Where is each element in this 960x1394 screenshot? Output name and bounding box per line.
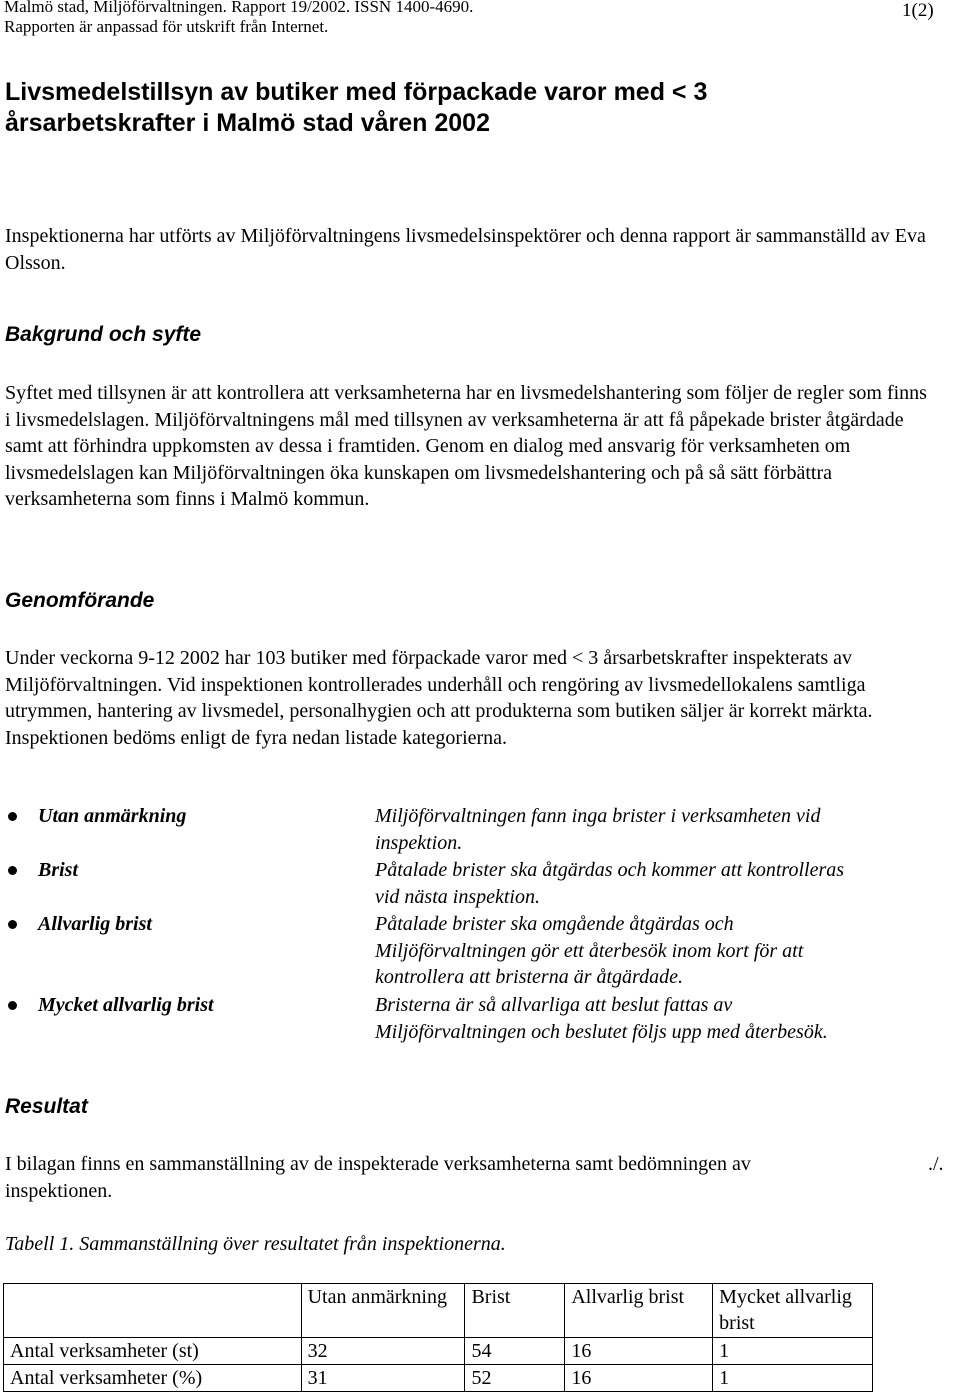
bakgrund-paragraph: Syftet med tillsynen är att kontrollera att verksamheterna har en livsmedelshantering som följer de regler som finns i livsmedelslagen. Miljöförvaltningens mål med tillsynen av verksamheterna är att få påpekade brister åtgärdade samt att förhindra uppkomsten av dessa i framtiden. Genom en dialog med ansvarig för verksamheten om livsmedelslagen kan Miljöförvaltningen öka kunskapen om livsmedelshantering och på så sätt förbättra verksamheterna som finns i Malmö kommun. — [5, 382, 927, 510]
bullet-icon — [8, 866, 17, 875]
table-cell: 31 — [301, 1365, 465, 1392]
bullet-icon — [8, 920, 17, 929]
category-term: Allvarlig brist — [38, 913, 152, 935]
table-header-row — [4, 1284, 873, 1338]
results-table — [3, 1283, 873, 1392]
document-title-line-1: Livsmedelstillsyn av butiker med förpackade varor med < 3 — [5, 78, 708, 106]
table-header-cell: Mycket allvarlig brist — [713, 1284, 873, 1338]
category-description: Bristerna är så allvarliga att beslut fattas av Miljöförvaltningen och beslutet följs upp med återbesök. — [375, 994, 828, 1043]
category-term: Utan anmärkning — [38, 805, 187, 827]
table-cell: 52 — [465, 1365, 565, 1392]
table-caption: Tabell 1. Sammanställning över resultatet från inspektionerna. — [5, 1233, 506, 1255]
bakgrund-heading: Bakgrund och syfte — [5, 323, 202, 346]
genomforande-paragraph: Under veckorna 9-12 2002 har 103 butiker med förpackade varor med < 3 årsarbetskrafter inspekterats av Miljöförvaltningen. Vid inspektionen kontrollerades underhåll och rengöring av livsmedellokalens samtliga utrymmen, hantering av livsmedel, personalhygien och att produkterna som butiken säljer är korrekt märkta. Inspektionen bedöms enligt de fyra nedan listade kategorierna. — [5, 647, 873, 749]
bullet-icon — [8, 1001, 17, 1010]
table-header-cell: Brist — [465, 1284, 565, 1338]
header-line-2: Rapporten är anpassad för utskrift från Internet. — [4, 17, 329, 36]
attachment-marker: ./. — [928, 1153, 944, 1175]
table-row — [4, 1338, 873, 1365]
table-cell: 54 — [465, 1338, 565, 1365]
category-term: Mycket allvarlig brist — [38, 994, 214, 1016]
resultat-paragraph: I bilagan finns en sammanställning av de inspekterade verksamheterna samt bedömningen av inspektionen. — [5, 1153, 751, 1202]
genomforande-heading: Genomförande — [5, 589, 155, 612]
table-cell: 1 — [713, 1365, 873, 1392]
resultat-heading: Resultat — [5, 1095, 88, 1118]
table-cell: 1 — [713, 1338, 873, 1365]
page-number: 1(2) — [902, 0, 934, 21]
table-header-cell: Utan anmärkning — [301, 1284, 465, 1338]
table-header-cell: Allvarlig brist — [565, 1284, 713, 1338]
header-line-1: Malmö stad, Miljöförvaltningen. Rapport 19/2002. ISSN 1400-4690. — [4, 0, 474, 16]
table-cell: Antal verksamheter (st) — [4, 1338, 302, 1365]
table-row — [4, 1365, 873, 1392]
document-title-line-2: årsarbetskrafter i Malmö stad våren 2002 — [5, 109, 490, 137]
table-cell: 32 — [301, 1338, 465, 1365]
table-cell: Antal verksamheter (%) — [4, 1365, 302, 1392]
bullet-icon — [8, 812, 17, 821]
category-term: Brist — [38, 859, 79, 881]
category-description: Miljöförvaltningen fann inga brister i verksamheten vid inspektion. — [375, 805, 821, 854]
table-cell: 16 — [565, 1365, 713, 1392]
intro-paragraph: Inspektionerna har utförts av Miljöförvaltningens livsmedelsinspektörer och denna rapport är sammanställd av Eva Olsson. — [5, 225, 926, 274]
category-description: Påtalade brister ska åtgärdas och kommer att kontrolleras vid nästa inspektion. — [375, 859, 845, 908]
category-description: Påtalade brister ska omgående åtgärdas och Miljöförvaltningen gör ett återbesök inom kort för att kontrollera att bristerna är åtgärdade. — [375, 913, 804, 988]
table-cell: 16 — [565, 1338, 713, 1365]
table-header-cell — [4, 1284, 302, 1338]
